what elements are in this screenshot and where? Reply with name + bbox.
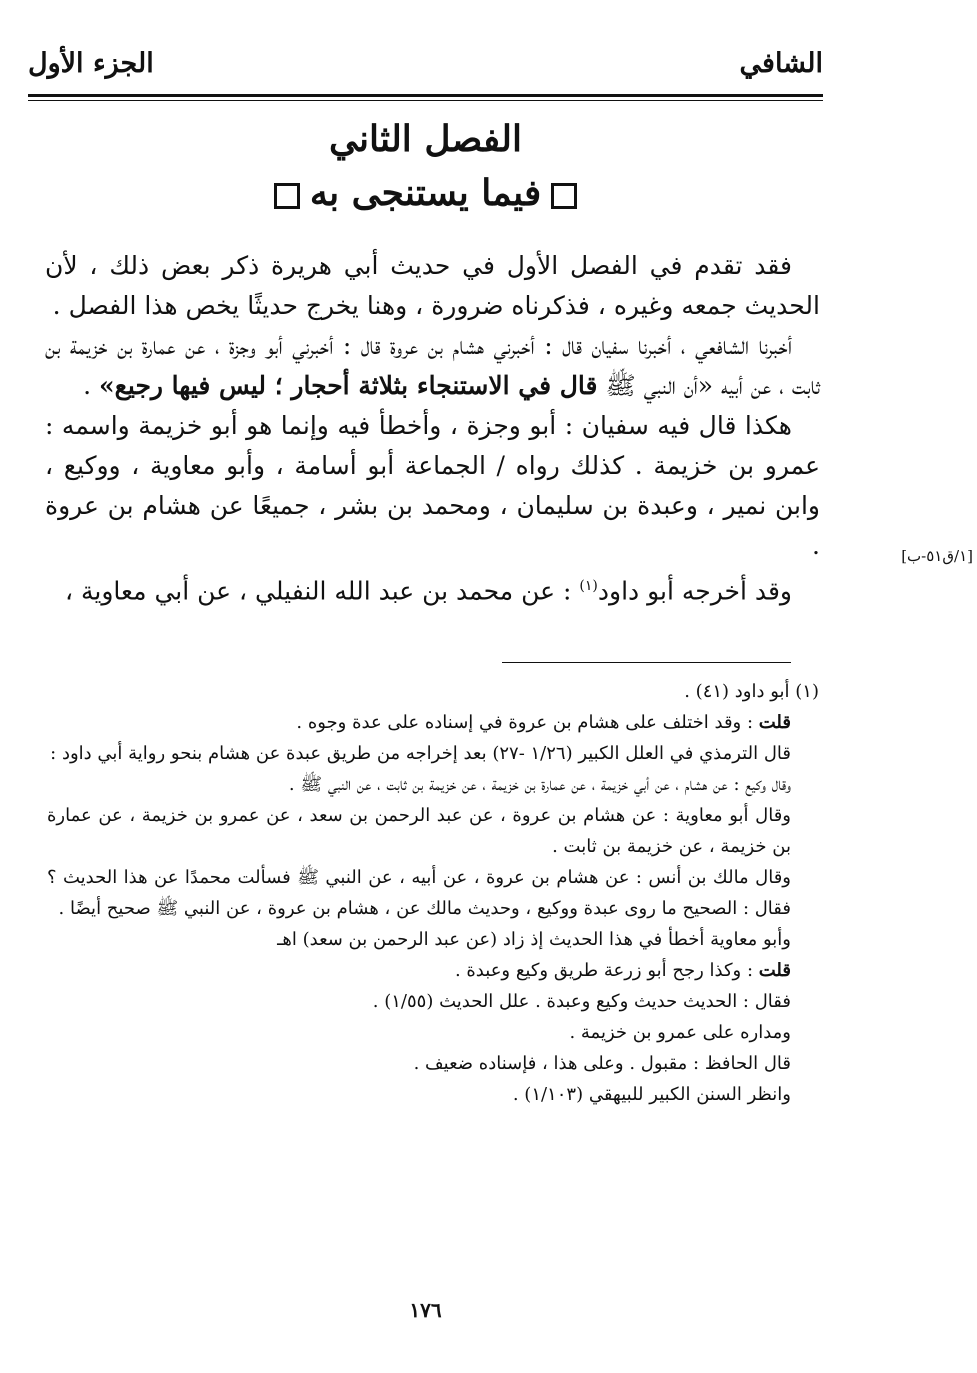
manuscript-folio-note: [١/ق٥١-ب] xyxy=(901,547,973,565)
header-rule-thin xyxy=(28,100,823,101)
paragraph-hadith xyxy=(45,326,820,406)
note-text: : وكذا رجح أبو زرعة طريق وكيع وعبدة . xyxy=(454,960,759,981)
hadith-end: . xyxy=(83,371,99,400)
note-text: : وقد اختلف على هشام بن عروة في إسناده على عدة وجوه . xyxy=(296,712,759,733)
note-label: قلت xyxy=(758,960,791,981)
note-label: قلت xyxy=(758,712,791,733)
hadith-isnad: أخبرنا الشافعي ، أخبرنا سفيان قال : أخبرني هشام بن عروة قال : أخبرني أبو وجزة ، عن عمارة بن خزيمة بن ثابت ، عن أبيه «أن النبي ﷺ xyxy=(45,331,820,400)
footnote-malik: وقال مالك بن أنس : عن هشام بن عروة ، عن أبيه ، عن النبي ﷺ فسألت محمدًا عن هذا الحديث ؟ فقال : الصحيح ما روى عبدة ووكيع ، وحديث مالك عن ، هشام بن عروة ، عن النبي ﷺ صحيح أيضًا . xyxy=(47,867,791,919)
footnote-ref-1: (١) xyxy=(579,578,598,594)
chapter-subtitle-text: فيما يستنجى به xyxy=(309,172,542,214)
footnote-separator xyxy=(502,662,791,663)
header-rule-thick xyxy=(28,94,823,97)
square-ornament-right xyxy=(551,183,577,209)
footnote-1: (١) أبو داود (٤١) . xyxy=(684,681,819,702)
footnote-note-1 xyxy=(47,707,819,738)
footnote-waki: وقال وكيع : عن هشام ، عن أبي خزيمة ، عن عمارة بن خزيمة ، عن خزيمة بن ثابت ، عن النبي ﷺ . xyxy=(288,774,791,795)
paragraph-abu-dawud xyxy=(45,566,820,611)
footnotes xyxy=(47,676,819,1110)
paragraph-commentary: هكذا قال فيه سفيان : أبو وجزة ، وأخطأ فيه وإنما هو أبو خزيمة واسمه : عمرو بن خزيمة . كذلك رواه / الجماعة أبو أسامة ، وأبو معاوية ، ووكيع ، وابن نمير ، وعبدة بن سليمان ، ومحمد بن بشر ، جميعًا عن هشام بن عروة . xyxy=(45,411,820,560)
square-ornament-left xyxy=(274,183,300,209)
main-text xyxy=(45,246,820,611)
footnote-ilal: فقال : الحديث حديث وكيع وعبدة . علل الحديث (١/٥٥) . xyxy=(372,991,791,1012)
running-header xyxy=(28,48,823,94)
chapter-subtitle xyxy=(28,172,823,214)
book-title: الشافي xyxy=(739,48,823,79)
paragraph-intro: فقد تقدم في الفصل الأول في حديث أبي هريرة ذكر بعض ذلك ، لأن الحديث جمعه وغيره ، فذكرناه ضرورة ، وهنا يخرج حديثًا يخص هذا الفصل . xyxy=(45,251,820,320)
footnote-tirmidhi: قال الترمذي في العلل الكبير (١/٢٦ -٢٧) بعد إخراجه من طريق عبدة عن هشام بنحو رواية أبي داود : xyxy=(50,743,791,764)
page-number: ١٧٦ xyxy=(409,1298,442,1322)
chapter-title: الفصل الثاني xyxy=(328,118,523,160)
footnote-abu-muawiya-error: وأبو معاوية أخطأ في هذا الحديث إذ زاد (عن عبد الرحمن بن سعد) اهـ xyxy=(277,929,791,950)
abu-dawud-chain: : عن محمد بن عبد الله النفيلي ، عن أبي معاوية ، xyxy=(64,576,580,606)
volume-title: الجزء الأول xyxy=(28,48,154,79)
footnote-note-2 xyxy=(47,955,819,986)
hadith-matn: قال في الاستنجاء بثلاثة أحجار ؛ ليس فيها رجيع» xyxy=(98,371,598,400)
footnote-abu-muawiya: وقال أبو معاوية : عن هشام بن عروة ، عن عبد الرحمن بن سعد ، عن عمرو بن خزيمة ، عن عمارة بن خزيمة ، عن خزيمة بن ثابت . xyxy=(47,805,791,857)
abu-dawud-intro: وقد أخرجه أبو داود xyxy=(597,576,792,606)
footnote-hafiz: قال الحافظ : مقبول . وعلى هذا ، فإسناده ضعيف . xyxy=(413,1053,791,1074)
footnote-madar: ومداره على عمرو بن خزيمة . xyxy=(569,1022,791,1043)
footnote-bayhaqi: وانظر السنن الكبير للبيهقي (١/١٠٣) . xyxy=(512,1084,791,1105)
